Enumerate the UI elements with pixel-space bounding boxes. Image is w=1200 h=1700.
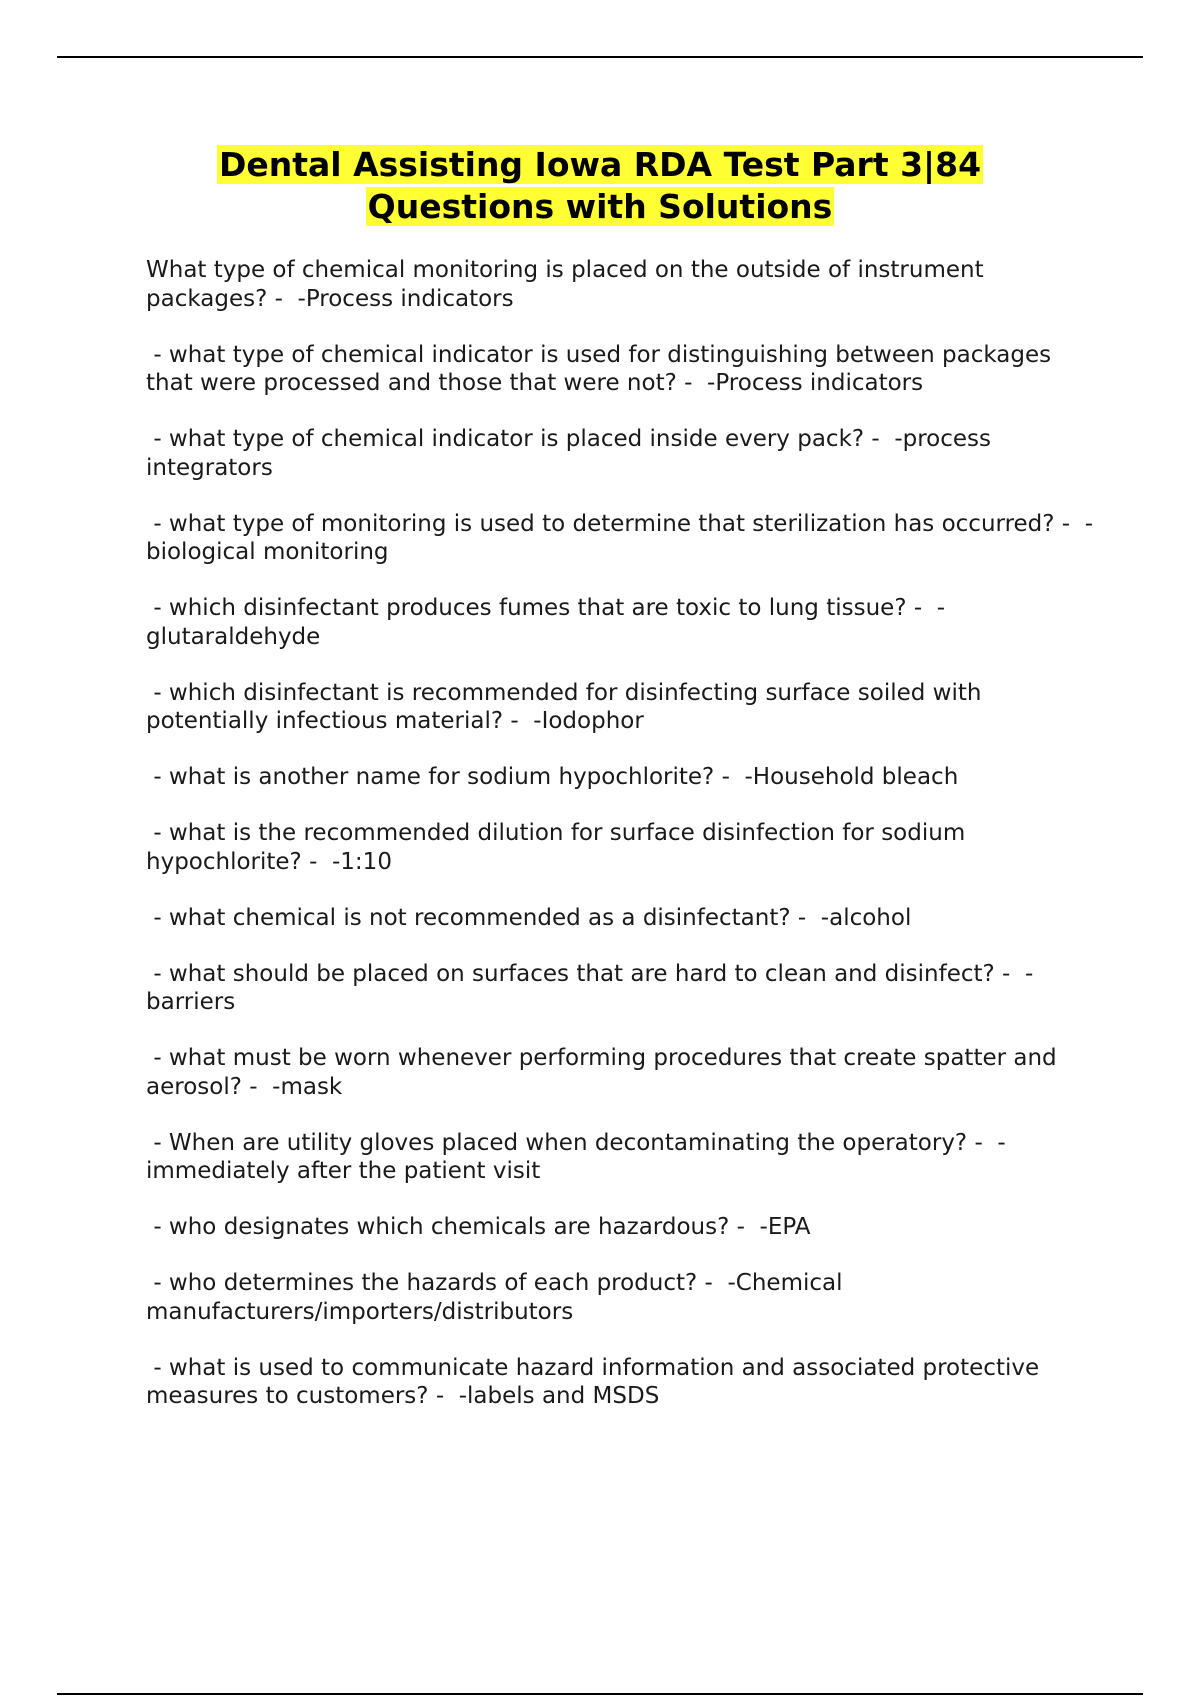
question-item-2: - what type of chemical indicator is used for distinguishing between packages that were processed and those that were not? - -Process indicators (146, 341, 1059, 396)
question-item-5: - which disinfectant produces fumes that are toxic to lung tissue? - -glutaraldehyde (146, 595, 946, 650)
question-item-15: - what is used to communicate hazard information and associated protective measures to customers? - -labels and MSDS (146, 1354, 1047, 1409)
question-list (146, 256, 1096, 1438)
title-line-2: Questions with Solutions (367, 187, 833, 226)
title-line-1: Dental Assisting Iowa RDA Test Part 3|84 (218, 145, 982, 184)
question-item-13: - who designates which chemicals are hazardous? - -EPA (146, 1214, 811, 1240)
bottom-rule (57, 1693, 1143, 1695)
document-title (100, 144, 1100, 228)
question-item-11: - what must be worn whenever performing procedures that create spatter and aerosol? - -mask (146, 1045, 1064, 1100)
question-item-4: - what type of monitoring is used to determine that sterilization has occurred? - -biological monitoring (146, 510, 1094, 565)
question-item-1: What type of chemical monitoring is placed on the outside of instrument packages? - -Process indicators (146, 257, 991, 312)
question-item-8: - what is the recommended dilution for surface disinfection for sodium hypochlorite? - -1:10 (146, 820, 973, 875)
question-item-12: - When are utility gloves placed when decontaminating the operatory? - -immediately after the patient visit (146, 1129, 1006, 1184)
question-item-14: - who determines the hazards of each product? - -Chemical manufacturers/importers/distributors (146, 1270, 850, 1325)
question-item-7: - what is another name for sodium hypochlorite? - -Household bleach (146, 764, 959, 790)
question-item-10: - what should be placed on surfaces that are hard to clean and disinfect? - -barriers (146, 960, 1034, 1015)
question-item-6: - which disinfectant is recommended for disinfecting surface soiled with potentially infectious material? - -Iodophor (146, 679, 989, 734)
question-item-3: - what type of chemical indicator is placed inside every pack? - -process integrators (146, 426, 999, 481)
question-item-9: - what chemical is not recommended as a disinfectant? - -alcohol (146, 904, 912, 931)
top-rule (57, 56, 1143, 58)
